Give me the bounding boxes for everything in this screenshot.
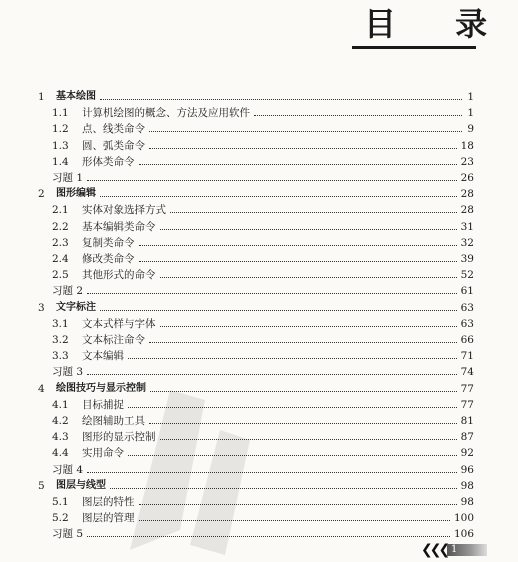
dot-leader <box>87 373 457 375</box>
dot-leader <box>139 163 457 165</box>
toc-entry-number: 3.2 <box>52 334 69 346</box>
toc-entry-title: 习题 4 <box>52 463 84 476</box>
dot-leader <box>149 130 462 132</box>
toc-section-row <box>52 219 474 235</box>
toc-entry-title: 实体对象选择方式 <box>82 204 166 217</box>
dot-leader <box>100 98 462 100</box>
toc-entry-number: 1.3 <box>52 139 69 152</box>
toc-page-number: 23 <box>460 155 474 168</box>
toc-page-number: 32 <box>460 236 474 249</box>
toc-entry-number: 1.1 <box>52 107 69 120</box>
toc-page-number: 71 <box>460 350 474 363</box>
toc-entry-number: 2.3 <box>52 236 69 249</box>
toc-page-number: 28 <box>460 188 474 201</box>
toc-entry-number: 2.4 <box>52 253 69 265</box>
toc-page-number: 81 <box>460 415 474 427</box>
toc-section-row <box>52 316 474 332</box>
toc-entry-title: 修改类命令 <box>82 253 135 265</box>
dot-leader <box>128 454 457 456</box>
toc-exercise-row <box>52 283 474 299</box>
dot-leader <box>160 276 457 278</box>
toc-entry-title: 习题 5 <box>52 528 84 541</box>
toc-entry-number: 3.3 <box>52 350 69 363</box>
toc-entry-number: 2 <box>38 188 45 201</box>
toc-page-number: 98 <box>460 496 474 508</box>
toc-section-row <box>52 445 474 461</box>
toc-entry-title: 习题 1 <box>52 172 84 184</box>
toc-entry-title: 图层与线型 <box>56 479 106 491</box>
toc-entry-number: 4 <box>38 382 45 395</box>
toc-section-row <box>52 154 474 170</box>
dot-leader <box>139 260 457 262</box>
dot-leader <box>87 535 450 537</box>
toc-entry-title: 习题 2 <box>52 285 84 298</box>
toc-exercise-row <box>52 526 474 542</box>
toc-page-number: 100 <box>453 512 474 525</box>
toc-section-row <box>52 348 474 364</box>
toc-entry-title: 文本标注命令 <box>82 334 145 346</box>
toc-page-number: 28 <box>460 204 474 217</box>
toc-entry-title: 绘图辅助工具 <box>82 415 145 427</box>
toc-entry-number: 1 <box>38 91 45 103</box>
toc-entry-title: 其他形式的命令 <box>82 269 156 282</box>
toc-entry-title: 目标捕捉 <box>82 398 124 411</box>
toc-chapter-row <box>38 89 474 105</box>
dot-leader <box>128 357 457 359</box>
toc-entry-number: 4.3 <box>52 431 69 444</box>
toc-section-row <box>52 202 474 218</box>
dot-leader <box>160 325 457 327</box>
toc-entry-title: 点、线类命令 <box>82 123 145 136</box>
dot-leader <box>100 195 457 197</box>
toc-section-row <box>52 235 474 251</box>
page-header <box>0 0 518 60</box>
dot-leader <box>149 422 457 424</box>
toc-section-row <box>52 494 474 510</box>
toc-entry-title: 文本式样与字体 <box>82 317 156 330</box>
toc-page-number: 18 <box>460 139 474 152</box>
toc-page-number: 66 <box>460 334 474 346</box>
toc-entry-title: 复制类命令 <box>82 236 135 249</box>
toc-entry-number: 5 <box>38 479 45 492</box>
toc-page-number: 26 <box>460 172 474 184</box>
dot-leader <box>128 406 457 408</box>
dot-leader <box>170 211 457 213</box>
toc-section-row <box>52 397 474 413</box>
toc-entry-number: 2.1 <box>52 204 69 217</box>
toc-exercise-row <box>52 364 474 380</box>
toc-entry-number: 5.2 <box>52 512 69 525</box>
toc-page-number: 1 <box>467 91 474 103</box>
toc-page-number: 63 <box>460 317 474 330</box>
dot-leader <box>160 438 457 440</box>
toc-section-row <box>52 138 474 154</box>
toc-exercise-row <box>52 170 474 186</box>
dot-leader <box>254 114 462 116</box>
toc-entry-number: 2.2 <box>52 220 69 233</box>
toc-entry-title: 实用命令 <box>82 447 124 460</box>
toc-entry-number: 2.5 <box>52 269 69 282</box>
toc-section-row <box>52 510 474 526</box>
dot-leader <box>87 471 457 473</box>
toc-entry-number: 3 <box>38 301 45 314</box>
toc-entry-title: 计算机绘图的概念、方法及应用软件 <box>82 107 250 120</box>
toc-chapter-row <box>38 478 474 494</box>
toc-entry-title: 图层的管理 <box>82 512 135 525</box>
dot-leader <box>139 503 457 505</box>
toc-section-row <box>52 121 474 137</box>
toc-page-number: 87 <box>460 431 474 444</box>
toc-entry-number: 4.4 <box>52 447 69 460</box>
toc-entry-title: 基本编辑类命令 <box>82 220 156 233</box>
toc-entry-title: 图形编辑 <box>56 188 96 200</box>
toc-entry-title: 圆、弧类命令 <box>82 139 145 152</box>
toc-page-number: 77 <box>460 382 474 395</box>
toc-page-number: 52 <box>460 269 474 282</box>
toc-section-row <box>52 267 474 283</box>
dot-leader <box>87 292 457 294</box>
dot-leader <box>160 228 457 230</box>
toc-entry-number: 3.1 <box>52 317 69 330</box>
toc-entry-title: 基本绘图 <box>56 91 96 102</box>
toc-entry-title: 图层的特性 <box>82 496 135 508</box>
toc-page-number: 98 <box>460 479 474 492</box>
toc-page-number: 92 <box>460 447 474 460</box>
toc-entry-title: 形体类命令 <box>82 155 135 168</box>
chevron-left-icon: ❮❮❮ <box>421 542 448 558</box>
page-number: 1 <box>451 544 458 555</box>
toc-page-number: 96 <box>460 463 474 476</box>
toc-entry-title: 习题 3 <box>52 366 84 379</box>
toc-entry-number: 4.2 <box>52 415 69 427</box>
toc-entry-title: 文字标注 <box>56 301 96 313</box>
dot-leader <box>110 487 457 489</box>
toc-page-number: 9 <box>467 123 474 136</box>
toc-entry-title: 绘图技巧与显示控制 <box>56 382 146 394</box>
toc-page-number: 39 <box>460 253 474 265</box>
dot-leader <box>150 390 457 392</box>
toc-entry-number: 5.1 <box>52 496 69 508</box>
toc-chapter-row <box>38 300 474 316</box>
dot-leader <box>149 147 457 149</box>
toc-entry-title: 文本编辑 <box>82 350 124 363</box>
toc-page-number: 31 <box>460 220 474 233</box>
dot-leader <box>149 341 457 343</box>
toc-page-number: 74 <box>460 366 474 379</box>
toc-entry-number: 1.2 <box>52 123 69 136</box>
toc-page-number: 61 <box>460 285 474 298</box>
toc-section-row <box>52 413 474 429</box>
toc-entry-title: 图形的显示控制 <box>82 431 156 444</box>
dot-leader <box>87 179 457 181</box>
toc-section-row <box>52 105 474 121</box>
dot-leader <box>139 519 450 521</box>
toc-page-number: 1 <box>467 107 474 120</box>
toc-page-number: 63 <box>460 301 474 314</box>
toc-entry-number: 1.4 <box>52 155 69 168</box>
toc-section-row <box>52 429 474 445</box>
toc-chapter-row <box>38 381 474 397</box>
toc-section-row <box>52 251 474 267</box>
toc-page-number: 106 <box>453 528 474 541</box>
toc-exercise-row <box>52 462 474 478</box>
toc-entry-number: 4.1 <box>52 398 69 411</box>
dot-leader <box>100 309 457 311</box>
title-underline <box>352 46 476 49</box>
toc-section-row <box>52 332 474 348</box>
toc-chapter-row <box>38 186 474 202</box>
page-title: 目 录 <box>364 5 512 43</box>
dot-leader <box>139 244 457 246</box>
toc-page-number: 77 <box>460 398 474 411</box>
